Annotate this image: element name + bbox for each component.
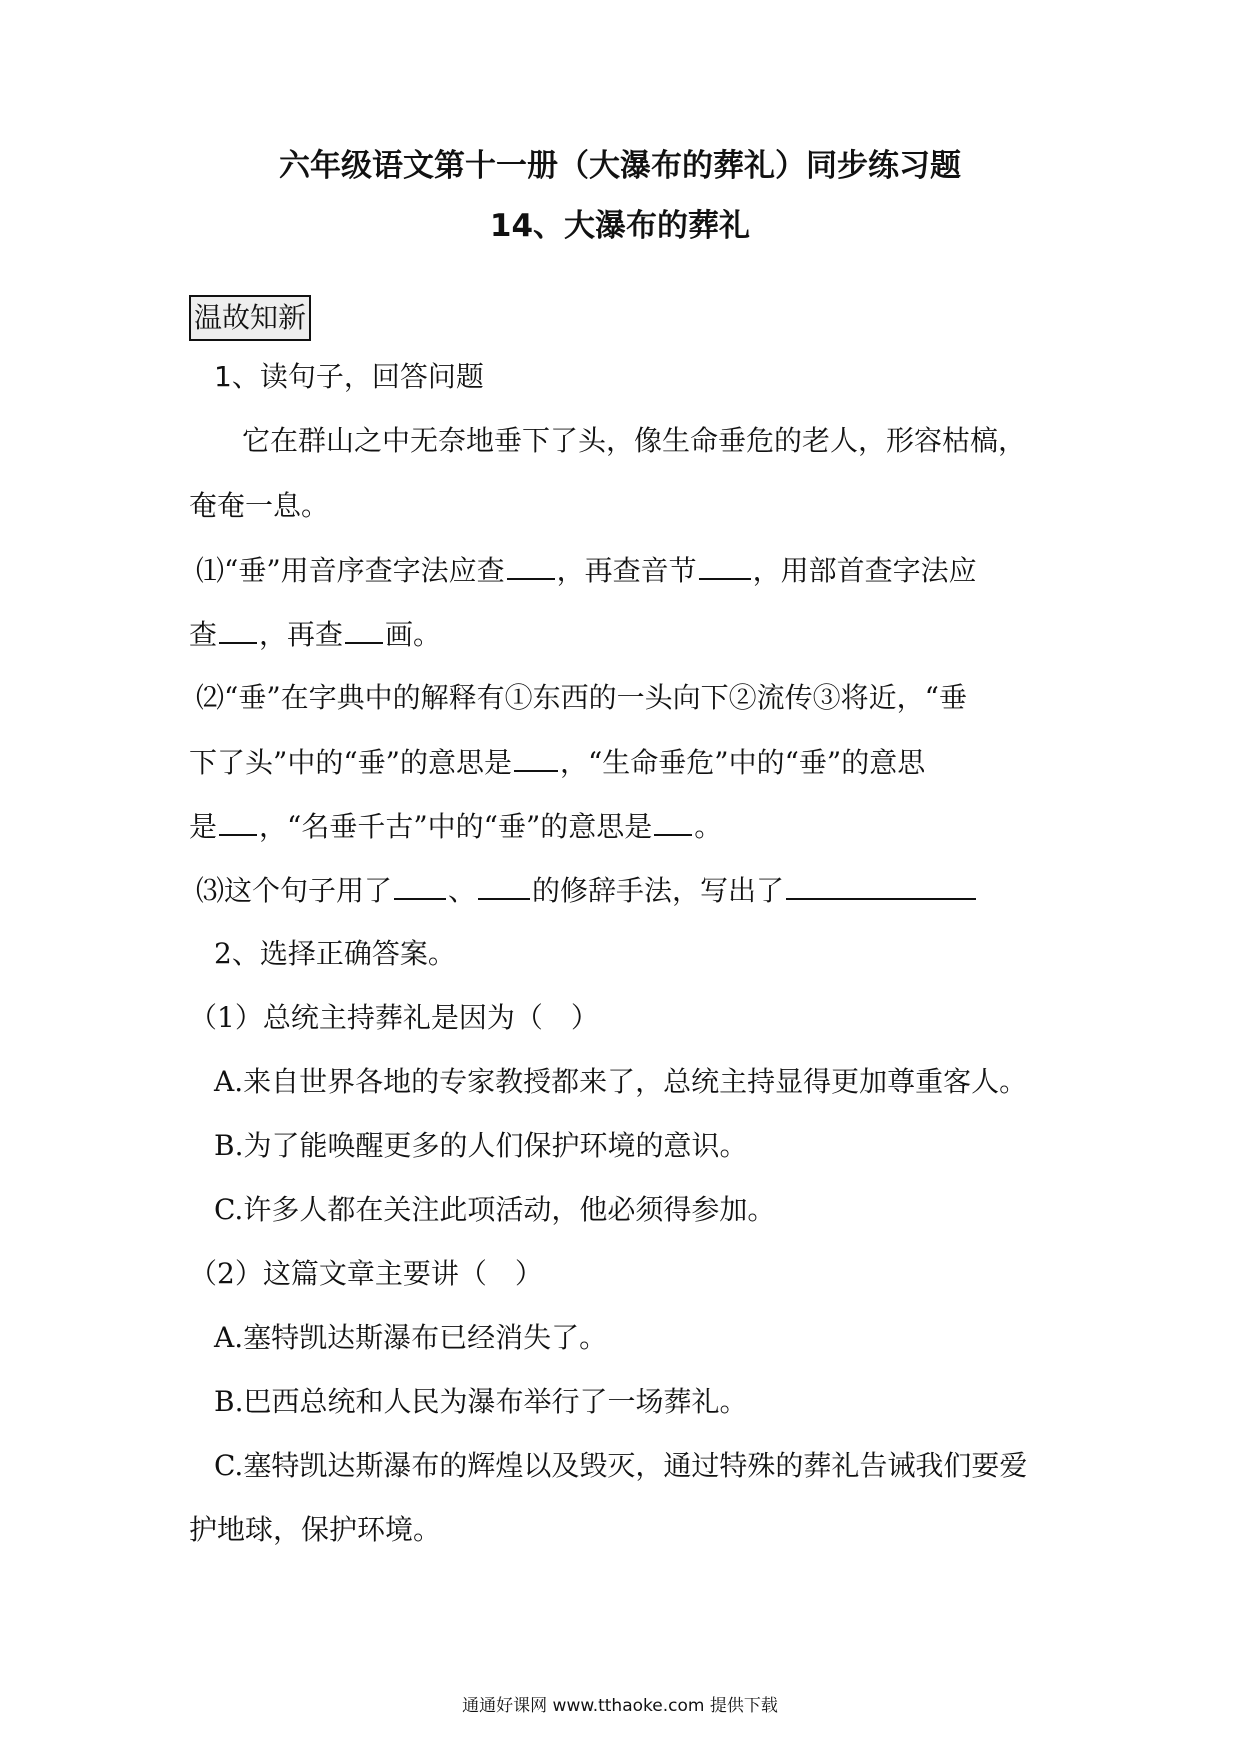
q2-heading: 2、选择正确答案。 xyxy=(214,937,456,970)
q1-part1-text-c: ，用部首查字法应 xyxy=(752,554,977,587)
q2-sub1-option-b: B.为了能唤醒更多的人们保护环境的意识。 xyxy=(214,1129,748,1162)
answer-blank[interactable] xyxy=(345,614,383,644)
q2-sub1-option-c: C.许多人都在关注此项活动，他必须得参加。 xyxy=(214,1193,776,1226)
q1-part2-line1: ⑵“垂”在字典中的解释有①东西的一头向下②流传③将近，“垂 xyxy=(196,681,967,714)
q1-passage-line2: 奄奄一息。 xyxy=(189,489,330,522)
answer-blank[interactable] xyxy=(219,806,257,836)
lesson-title: 14、大瀑布的葬礼 xyxy=(489,208,751,244)
q1-part2-line2 xyxy=(189,742,925,783)
q1-part3-text-c: 的修辞手法，写出了 xyxy=(532,874,785,907)
q2-sub1-option-a: A.来自世界各地的专家教授都来了，总统主持显得更加尊重客人。 xyxy=(214,1065,1028,1098)
q1-part1-text-e: ，再查 xyxy=(259,618,344,651)
q1-part3-line xyxy=(196,870,978,911)
q1-part2-text-c: ，“生命垂危”中的“垂”的意思 xyxy=(559,746,926,779)
answer-blank[interactable] xyxy=(514,742,558,772)
answer-blank[interactable] xyxy=(394,870,446,900)
q2-sub2-option-a: A.塞特凯达斯瀑布已经消失了。 xyxy=(214,1321,608,1354)
document-title: 六年级语文第十一册（大瀑布的葬礼）同步练习题 xyxy=(279,148,961,184)
q2-sub1-stem xyxy=(189,998,599,1038)
q1-part2-text-d: 是 xyxy=(189,810,218,843)
q1-heading: 1、读句子，回答问题 xyxy=(214,360,484,393)
answer-blank[interactable] xyxy=(699,550,751,580)
answer-blank[interactable] xyxy=(654,806,692,836)
q2-sub2-option-c: C.塞特凯达斯瀑布的辉煌以及毁灭，通过特殊的葬礼告诫我们要爱 xyxy=(214,1449,1028,1482)
q1-passage-line1: 它在群山之中无奈地垂下了头，像生命垂危的老人，形容枯槁， xyxy=(242,424,1027,457)
q1-part2-text-f: 。 xyxy=(694,810,723,843)
q1-part1-text-d: 查 xyxy=(189,618,218,651)
q2-sub1-stem-end: ） xyxy=(570,1001,599,1034)
q1-part1-line1 xyxy=(196,550,977,591)
q1-part2-text-b: 下了头”中的“垂”的意思是 xyxy=(189,746,512,779)
q2-sub2-stem-end: ） xyxy=(514,1257,543,1290)
q2-sub2-option-c-cont: 护地球，保护环境。 xyxy=(189,1513,442,1546)
answer-blank[interactable] xyxy=(219,614,257,644)
q1-part3-text-a: ⑶这个句子用了 xyxy=(196,874,393,907)
q1-part2-text-e: ，“名垂千古”中的“垂”的意思是 xyxy=(259,810,653,843)
q1-part1-line2 xyxy=(189,614,441,655)
q2-sub2-option-b: B.巴西总统和人民为瀑布举行了一场葬礼。 xyxy=(214,1385,748,1418)
section-label: 温故知新 xyxy=(189,295,311,341)
answer-blank[interactable] xyxy=(507,550,555,580)
q2-sub2-stem-text: （2）这篇文章主要讲（ xyxy=(189,1257,487,1290)
q2-sub1-stem-text: （1）总统主持葬礼是因为（ xyxy=(189,1001,543,1034)
q1-part3-text-b: 、 xyxy=(448,874,477,907)
q1-part1-text-b: ，再查音节 xyxy=(556,554,697,587)
answer-blank[interactable] xyxy=(786,870,976,900)
q2-sub2-stem xyxy=(189,1254,543,1294)
q1-part1-text-a: ⑴“垂”用音序查字法应查 xyxy=(196,554,505,587)
page-footer: 通通好课网 www.tthaoke.com 提供下载 xyxy=(462,1696,778,1716)
q1-part1-text-f: 画。 xyxy=(385,618,442,651)
q1-part2-line3 xyxy=(189,806,722,847)
answer-blank[interactable] xyxy=(478,870,530,900)
